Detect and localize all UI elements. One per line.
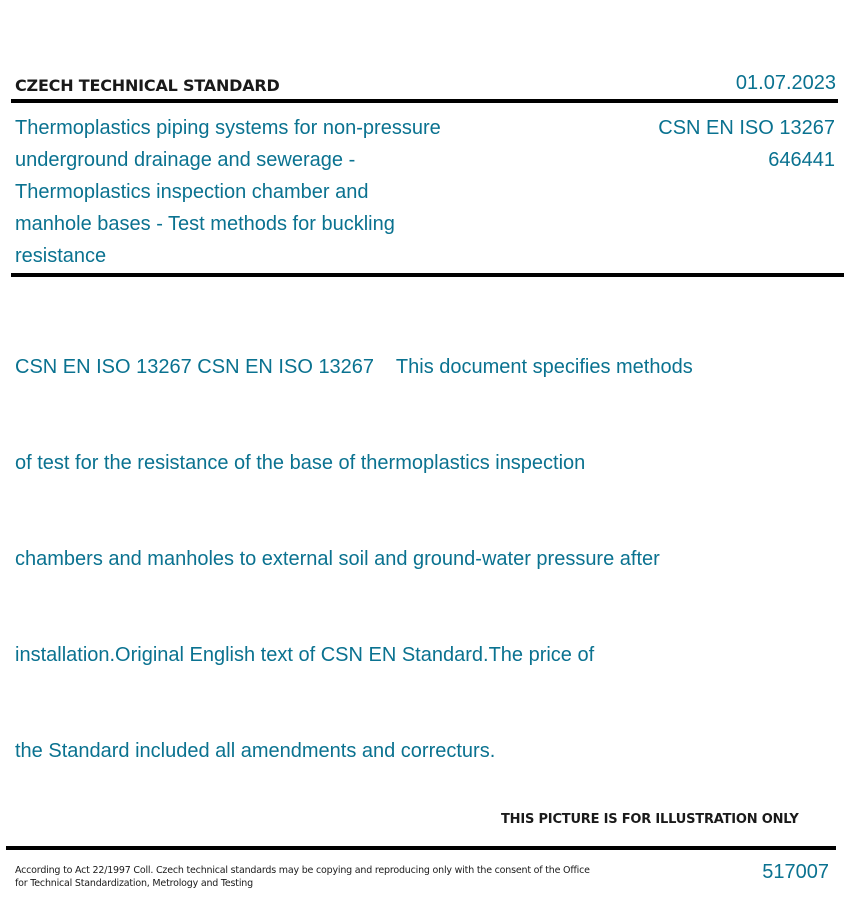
standard-title [15,112,495,272]
standard-title-line: manhole bases - Test methods for buckling [15,213,395,235]
header-divider [11,99,838,103]
description-line: chambers and manholes to external soil and ground-water pressure after [15,548,660,570]
legal-notice-line: for Technical Standardization, Metrology and Testing [15,878,253,889]
document-type-heading: CZECH TECHNICAL STANDARD [15,76,280,95]
standard-title-line: Thermoplastics piping systems for non-pressure [15,117,441,139]
description-line: CSN EN ISO 13267 CSN EN ISO 13267 This document specifies methods [15,356,693,378]
description-line: the Standard included all amendments and correcturs. [15,740,496,762]
standard-description [15,287,755,799]
standard-title-line: resistance [15,245,107,267]
footer-divider [6,846,836,850]
description-line: of test for the resistance of the base of thermoplastics inspection [15,452,586,474]
description-line: installation.Original English text of CSN EN Standard.The price of [15,644,595,666]
illustration-notice: THIS PICTURE IS FOR ILLUSTRATION ONLY [501,812,799,827]
publication-date: 01.07.2023 [735,72,836,94]
standard-title-line: Thermoplastics inspection chamber and [15,181,369,203]
product-id: 517007 [762,861,829,883]
title-divider [11,273,844,277]
standard-number: CSN EN ISO 13267 [658,117,835,139]
standard-title-line: underground drainage and sewerage - [15,149,356,171]
classification-code: 646441 [768,149,835,171]
standard-identifiers [658,112,835,176]
legal-notice [15,864,595,890]
legal-notice-line: According to Act 22/1997 Coll. Czech technical standards may be copying and reproducing only with the consent of the Office [15,865,590,876]
